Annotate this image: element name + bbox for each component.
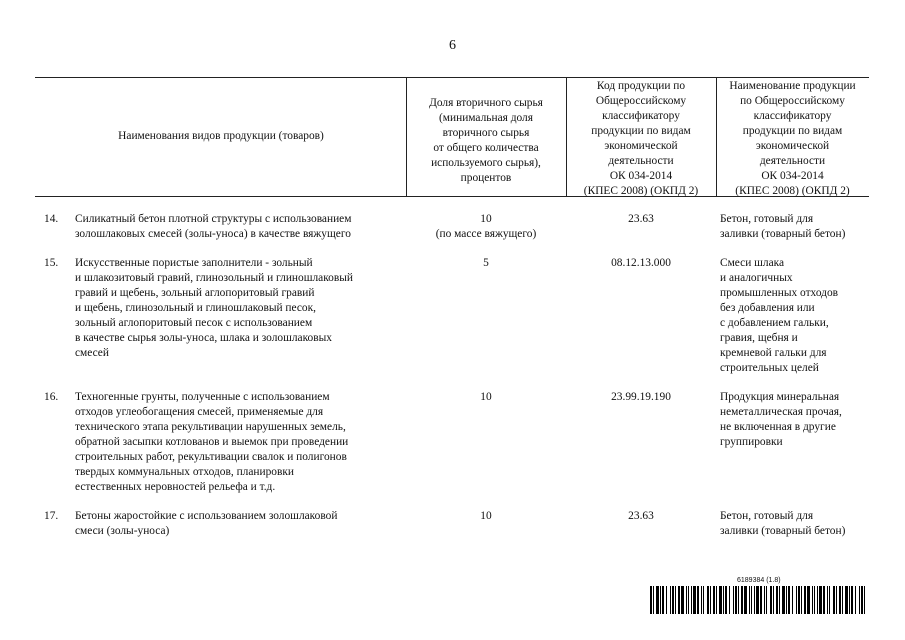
row-number: 14. [44,213,59,225]
row-product-name: Силикатный бетон плотной структуры с использованием золошлаковых смесей (золы-уноса) в качестве вяжущего [75,213,352,240]
row-product-name: Бетоны жаростойкие с использованием золошлаковой смеси (золы-уноса) [75,510,338,537]
row-product-name: Искусственные пористые заполнители - зольный и шлакозитовый гравий, глинозольный и глиношлаковый гравий и щебень, зольный аглопоритовый гравий и щебень, глинозольный и глиношлаковый песок, зольный аглопоритовый песок с использованием в качестве сырья золы-уноса, шлака и золошлаковых смесей [75,257,353,359]
row-okpd-name: Бетон, готовый для заливки (товарный бетон) [720,213,846,240]
row-okpd-code: 08.12.13.000 [611,257,671,269]
barcode-image [650,586,866,614]
row-number: 16. [44,391,59,403]
row-product-name: Техногенные грунты, полученные с использованием отходов углеобогащения смесей, применяемые для технического этапа рекультивации нарушенных земель, обратной засыпки котлованов и выемок при проведении строительных работ, рекультивации свалок и полигонов твердых коммунальных отходов, планировки естественных неровностей рельефа и т.д. [75,391,349,493]
row-okpd-name: Бетон, готовый для заливки (товарный бетон) [720,510,846,537]
row-secondary-share: 5 [483,257,489,269]
row-okpd-name: Продукция минеральная неметаллическая прочая, не включенная в другие группировки [720,391,842,448]
row-okpd-name: Смеси шлака и аналогичных промышленных отходов без добавления или с добавлением гальки, гравия, щебня и кремневой гальки для строительных целей [720,257,839,374]
row-okpd-code: 23.99.19.190 [611,391,671,403]
barcode-id: 6189384 (1.8) [737,577,781,584]
row-secondary-share: 10 [480,510,492,522]
page-number: 6 [449,38,456,53]
header-secondary-share: Доля вторичного сырья (минимальная доля вторичного сырья от общего количества используемого сырья), процентов [429,97,543,184]
header-okpd-code: Код продукции по Общероссийскому классификатору продукции по видам экономической деятельности ОК 034-2014 (КПЕС 2008) (ОКПД 2) [583,80,699,197]
row-okpd-code: 23.63 [628,213,654,225]
row-number: 15. [44,257,59,269]
table-top-rule [35,77,869,78]
header-product-types: Наименования видов продукции (товаров) [118,130,324,142]
header-okpd-name: Наименование продукции по Общероссийскому классификатору продукции по видам экономической деятельности ОК 034-2014 (КПЕС 2008) (ОКПД 2) [729,80,856,197]
row-secondary-share: 10 (по массе вяжущего) [435,213,537,240]
row-secondary-share: 10 [480,391,492,403]
row-okpd-code: 23.63 [628,510,654,522]
row-number: 17. [44,510,59,522]
